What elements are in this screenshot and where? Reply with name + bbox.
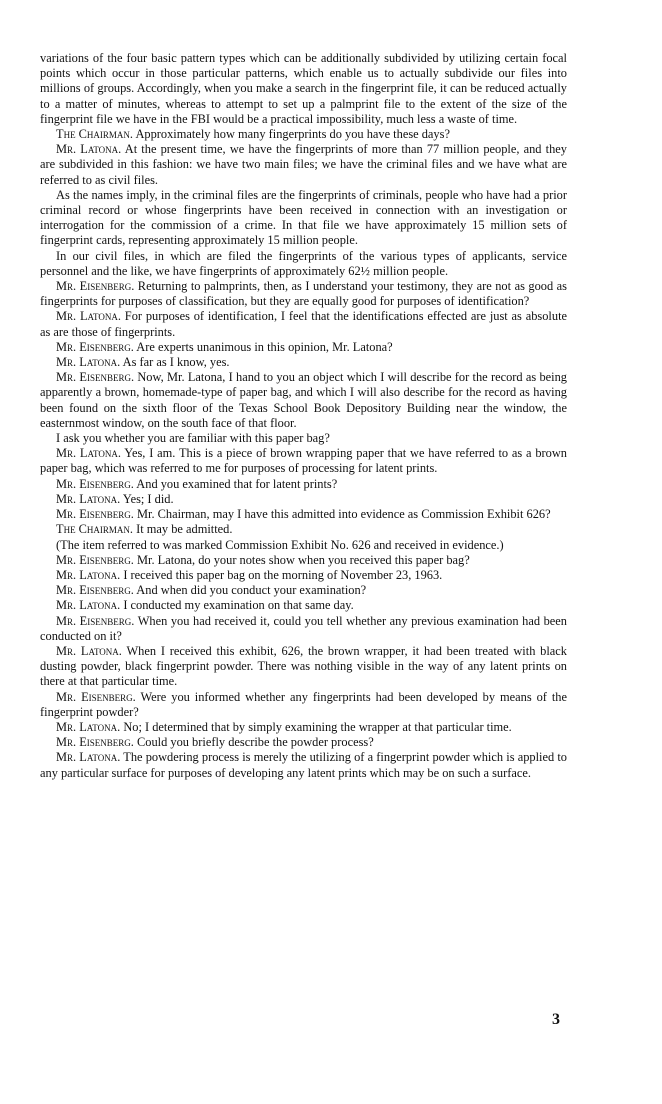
- paragraph-text: Were you informed whether any fingerprints had been developed by means of the fingerprint powder?: [40, 689, 568, 719]
- paragraph-text: The powdering process is merely the utilizing of a fingerprint powder which is applied to any particular surface for purposes of developing any latent prints which may be on such a surface.: [40, 750, 567, 780]
- paragraph: [40, 355, 567, 370]
- paragraph-text: I ask you whether you are familiar with this paper bag?: [56, 431, 330, 446]
- speaker: Mr. Eisenberg.: [56, 613, 135, 628]
- speaker: Mr. Eisenberg.: [56, 552, 134, 567]
- speaker: Mr. Eisenberg.: [56, 583, 134, 598]
- paragraph-text: As the names imply, in the criminal files are the fingerprints of criminals, people who have had a prior criminal record or whose fingerprints have been received in connection with an investigation or interrogation for the commission of a crime. In that file we have approximately 15 million sets of fingerprint cards, representing approximately 15 million people.: [40, 187, 567, 248]
- paragraph: [40, 370, 567, 431]
- paragraph-text: (The item referred to was marked Commission Exhibit No. 626 and received in evidence.): [56, 537, 504, 552]
- speaker: Mr. Latona.: [56, 598, 121, 613]
- speaker: Mr. Latona.: [56, 309, 121, 324]
- speaker: The Chairman.: [56, 522, 134, 537]
- paragraph-text: Now, Mr. Latona, I hand to you an object which I will describe for the record as being apparently a brown, homemade-type of paper bag, and which I will also describe for the record as having been found on the sixth floor of the Texas School Book Depository Building near the window, the easternmost window, on the south face of that floor.: [40, 370, 567, 430]
- paragraph: [40, 51, 567, 127]
- paragraph-text: It may be admitted.: [133, 522, 233, 537]
- paragraph-text: I received this paper bag on the morning of November 23, 1963.: [120, 567, 443, 582]
- paragraph-text: At the present time, we have the fingerprints of more than 77 million people, and they are subdivided in this fashion: we have two main files; we have the criminal files and we have what are referred to as civil files.: [40, 142, 567, 187]
- speaker: Mr. Latona.: [56, 643, 122, 658]
- speaker: Mr. Latona.: [56, 567, 121, 582]
- speaker: Mr. Latona.: [56, 355, 121, 370]
- paragraph: [40, 614, 567, 644]
- paragraph: [40, 340, 567, 355]
- paragraph-text: For purposes of identification, I feel that the identifications effected are just as absolute as are those of fingerprints.: [40, 309, 568, 339]
- paragraph-text: Approximately how many fingerprints do you have these days?: [133, 127, 450, 142]
- paragraph: [40, 492, 567, 507]
- paragraph: [40, 142, 567, 188]
- paragraph: [40, 538, 567, 553]
- paragraph: [40, 720, 567, 735]
- transcript-page: [40, 51, 567, 781]
- paragraph-text: Mr. Chairman, may I have this admitted into evidence as Commission Exhibit 626?: [133, 507, 551, 522]
- speaker: Mr. Latona.: [56, 750, 121, 765]
- paragraph-text: Mr. Latona, do your notes show when you received this paper bag?: [133, 552, 470, 567]
- paragraph-text: I conducted my examination on that same day.: [120, 598, 354, 613]
- paragraph: [40, 188, 567, 249]
- paragraph-text: Yes; I did.: [120, 491, 174, 506]
- speaker: Mr. Eisenberg.: [56, 279, 135, 294]
- paragraph: [40, 644, 567, 690]
- paragraph: [40, 309, 567, 339]
- paragraph: [40, 690, 567, 720]
- paragraph: [40, 446, 567, 476]
- paragraph: [40, 249, 567, 279]
- speaker: Mr. Latona.: [56, 446, 121, 461]
- speaker: The Chairman.: [56, 127, 134, 142]
- paragraph: [40, 279, 567, 309]
- paragraph-text: And you examined that for latent prints?: [133, 476, 338, 491]
- paragraph: [40, 568, 567, 583]
- paragraph-text: And when did you conduct your examination?: [133, 583, 367, 598]
- speaker: Mr. Latona.: [56, 719, 121, 734]
- page-number: 3: [552, 1011, 560, 1028]
- paragraph-text: As far as I know, yes.: [120, 355, 230, 370]
- paragraph: [40, 598, 567, 613]
- speaker: Mr. Latona.: [56, 491, 121, 506]
- paragraph: [40, 431, 567, 446]
- paragraph-text: Yes, I am. This is a piece of brown wrapping paper that we have referred to as a brown paper bag, which was referred to me for purposes of processing for latent prints.: [40, 446, 568, 476]
- paragraph-text: When I received this exhibit, 626, the brown wrapper, it had been treated with black dusting powder, black fingerprint powder. There was nothing visible in the way of any latent prints on there at that particular time.: [40, 643, 568, 689]
- paragraph-text: Returning to palmprints, then, as I understand your testimony, they are not as good as fingerprints for purposes of classification, but they are equally good for purposes of identification?: [40, 279, 567, 309]
- speaker: Mr. Eisenberg.: [56, 507, 134, 522]
- paragraph-text: Could you briefly describe the powder process?: [133, 735, 374, 750]
- paragraph: [40, 477, 567, 492]
- speaker: Mr. Eisenberg.: [56, 735, 134, 750]
- speaker: Mr. Eisenberg.: [56, 476, 134, 491]
- paragraph: [40, 553, 567, 568]
- paragraph-text: variations of the four basic pattern types which can be additionally subdivided by utilizing certain focal points which occur in those particular patterns, which enable us to actually subdivide our files into millions of groups. Accordingly, when you make a search in the fingerprint file, it can be reduced actually to a matter of minutes, whereas to attempt to set up a palmprint file to the extent of the size of the fingerprint file we have in the FBI would be a practical impossibility, much less a waste of time.: [40, 51, 567, 126]
- speaker: Mr. Eisenberg.: [56, 370, 135, 385]
- paragraph: [40, 507, 567, 522]
- paragraph: [40, 522, 567, 537]
- speaker: Mr. Eisenberg.: [56, 339, 134, 354]
- paragraph-text: Are experts unanimous in this opinion, Mr. Latona?: [133, 339, 393, 354]
- speaker: Mr. Eisenberg.: [56, 689, 136, 704]
- speaker: Mr. Latona.: [56, 142, 122, 157]
- paragraph: [40, 583, 567, 598]
- paragraph: [40, 735, 567, 750]
- paragraph-text: When you had received it, could you tell whether any previous examination had been conducted on it?: [40, 613, 567, 643]
- paragraph-text: In our civil files, in which are filed the fingerprints of the various types of applicants, service personnel and the like, we have fingerprints of approximately 62½ million people.: [40, 248, 567, 278]
- paragraph-text: No; I determined that by simply examining the wrapper at that particular time.: [120, 719, 512, 734]
- paragraph: [40, 750, 567, 780]
- paragraph: [40, 127, 567, 142]
